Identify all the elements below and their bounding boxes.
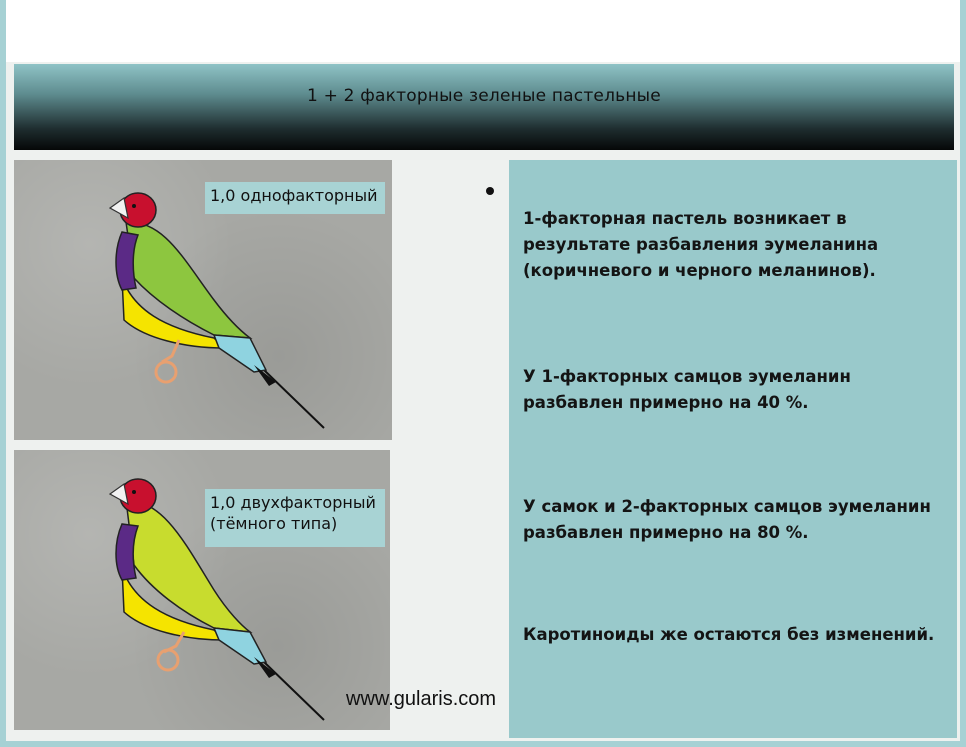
- header-bar: [14, 64, 954, 150]
- label-double-factor: [205, 489, 385, 547]
- label-single-factor: [205, 182, 385, 214]
- bullet-point: [486, 187, 494, 195]
- info-paragraph: У самок и 2-факторных самцов эумеланин разбавлен примерно на 80 %.: [523, 497, 931, 542]
- info-paragraph: Каротиноиды же остаются без изменений.: [523, 625, 935, 644]
- page-title: 1 + 2 факторные зеленые пастельные: [307, 86, 661, 106]
- top-strip: [0, 0, 966, 62]
- bird-image-double-factor: [14, 450, 390, 730]
- info-panel: [509, 160, 957, 738]
- info-paragraph: У 1-факторных самцов эумеланин разбавлен примерно на 40 %.: [523, 367, 851, 412]
- bird-image-single-factor: [14, 160, 392, 440]
- label-single-factor-text: 1,0 однофакторный: [210, 186, 378, 205]
- website-url: www.gularis.com: [346, 688, 497, 710]
- label-double-factor-line1: 1,0 двухфакторный: [210, 493, 376, 512]
- label-double-factor-line2: (тёмного типа): [210, 514, 338, 533]
- info-paragraph: 1-факторная пастель возникает в результате разбавления эумеланина (коричневого и черного меланинов).: [523, 209, 879, 280]
